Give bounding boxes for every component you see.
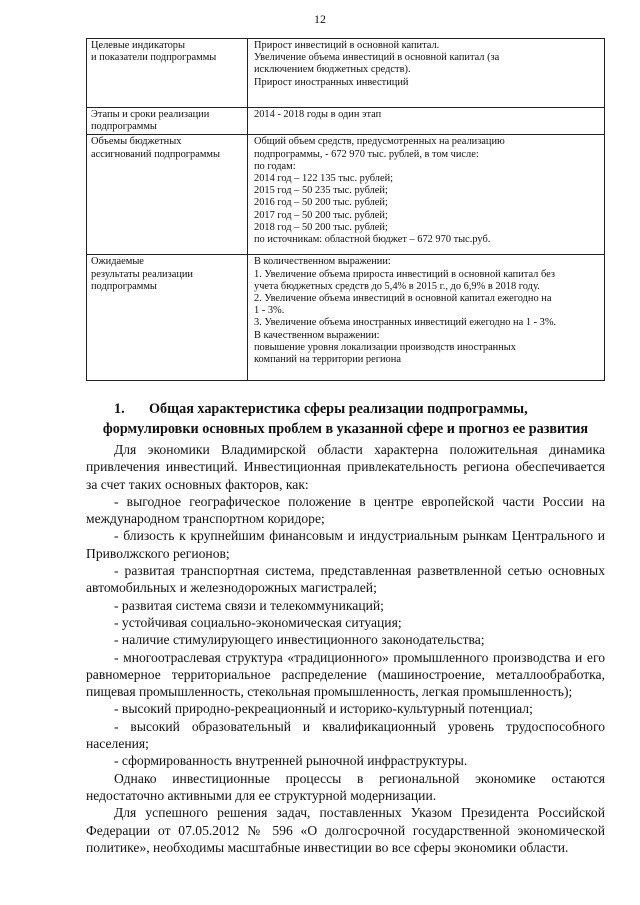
- row-label: Целевые индикаторы и показатели подпрограммы: [87, 39, 248, 108]
- section-body: [86, 441, 605, 856]
- table-row: [87, 135, 605, 255]
- table-row: [87, 255, 605, 381]
- table-row: [87, 39, 605, 108]
- intro-paragraph: Для экономики Владимирской области характерна положительная динамика привлечения инвестиций. Инвестиционная привлекательность региона обеспечивается за счет таких основных факторов, как:: [86, 442, 605, 492]
- row-label: Этапы и сроки реализации подпрограммы: [87, 108, 248, 135]
- section-number: 1.: [114, 401, 125, 417]
- section-title-line-1: Общая характеристика сферы реализации подпрограммы,: [149, 401, 528, 417]
- row-label: Ожидаемые результаты реализации подпрограммы: [87, 255, 248, 381]
- factor-item: - выгодное географическое положение в центре европейской части России на международном транспортном коридоре;: [86, 493, 605, 527]
- row-label: Объемы бюджетных ассигнований подпрограммы: [87, 135, 248, 255]
- factor-item: - высокий образовательный и квалификационный уровень трудоспособного населения;: [86, 718, 605, 752]
- factor-item: - близость к крупнейшим финансовым и индустриальным рынкам Центрального и Приволжского регионов;: [86, 528, 605, 561]
- factor-item: - устойчивая социально-экономическая ситуация;: [114, 614, 402, 630]
- row-value: В количественном выражении: 1. Увеличение объема прироста инвестиций в основной капитал без учета бюджетных средств до 5,4% в 2015 г., до 6,9% в 2018 году. 2. Увеличение объема инвестиций в основной капитал ежегодно на 1 - 3%. 3. Увеличение объема иностранных инвестиций ежегодно на 1 - 3%. В качественном выражении: повышение уровня локализации производств иностранных компаний на территории региона: [248, 255, 605, 381]
- row-value: Общий объем средств, предусмотренных на реализацию подпрограммы, - 672 970 тыс. рублей, в том числе: по годам: 2014 год – 122 135 тыс. рублей; 2015 год – 50 235 тыс. рублей; 2016 год – 50 200 тыс. рублей; 2017 год – 50 200 тыс. рублей; 2018 год – 50 200 тыс. рублей; по источникам: областной бюджет – 672 970 тыс.руб.: [248, 135, 605, 255]
- factor-item: - наличие стимулирующего инвестиционного законодательства;: [114, 632, 485, 648]
- factor-item: - сформированность внутренней рыночной инфраструктуры.: [114, 753, 468, 769]
- row-value: 2014 - 2018 годы в один этап: [248, 108, 605, 135]
- page-number: 12: [314, 12, 326, 26]
- factor-item: - развитая транспортная система, представленная разветвленной сетью основных автомобильных и железнодорожных магистралей;: [86, 563, 605, 596]
- row-value: Прирост инвестиций в основной капитал. Увеличение объема инвестиций в основной капитал (за исключением бюджетных средств). Прирост иностранных инвестиций: [248, 39, 605, 108]
- section-heading: [86, 399, 605, 439]
- factor-item: - высокий природно-рекреационный и историко-культурный потенциал;: [114, 701, 533, 717]
- paragraph: Однако инвестиционные процессы в региональной экономике остаются недостаточно активными для ее структурной модернизации.: [86, 770, 605, 803]
- paragraph: Для успешного решения задач, поставленных Указом Президента Российской Федерации от 07.05.2012 № 596 «О долгосрочной государственной экономической политике», необходимы масштабные инвестиции во все сферы экономики области.: [86, 805, 605, 855]
- factor-item: - развитая система связи и телекоммуникаций;: [114, 597, 384, 613]
- section-title-line-2: формулировки основных проблем в указанной сфере и прогноз ее развития: [102, 421, 589, 437]
- subprogram-passport-table: [86, 38, 605, 381]
- factor-item: - многоотраслевая структура «традиционного» промышленного производства и его равномерное территориальное распределение (машиностроение, металлообработка, пищевая промышленность, стекольная промышленность, легкая промышленность);: [86, 649, 605, 700]
- table-row: [87, 108, 605, 135]
